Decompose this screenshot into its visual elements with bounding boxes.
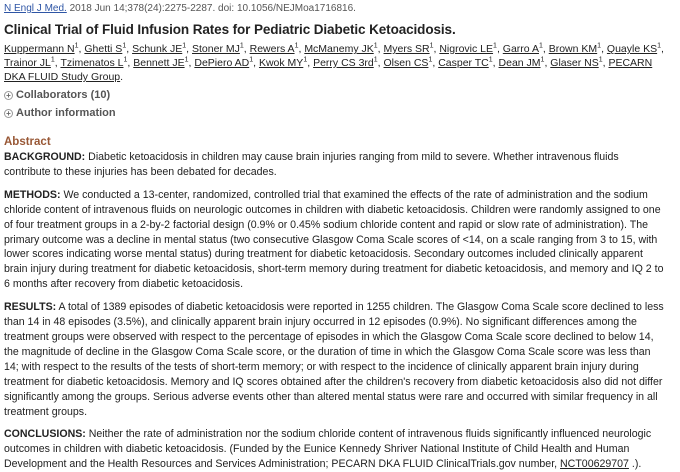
- background-label: BACKGROUND:: [4, 151, 86, 163]
- citation-line: [4, 2, 668, 16]
- affiliation-number: 1: [122, 42, 127, 50]
- author-link[interactable]: Brown KM: [548, 43, 598, 55]
- author-item: [549, 43, 601, 55]
- methods-text: We conducted a 13-center, randomized, controlled trial that examined the effects of the rate of administration and the sodium chloride content of intravenous fluids on neurologic outcomes in children with diabetic ketoacidosis. Children were randomly assigned to one of four treatment groups in a 2-by-2 factorial design (0.9% or 0.45% sodium chloride content and rapid or slow rate of administration). The primary outcome was a decline in mental status (two consecutive Glasgow Coma Scale scores of <14, on a scale ranging from 3 to 15, with lower scores indicating worse mental status) during treatment for diabetic ketoacidosis. Secondary outcomes included clinically apparent brain injury during treatment for diabetic ketoacidosis, short-term memory during treatment for diabetic ketoacidosis, and memory and IQ 2 to 6 months after recovery from diabetic ketoacidosis.: [4, 188, 664, 291]
- author-link[interactable]: Rewers A: [249, 43, 295, 55]
- author-link[interactable]: Olsen CS: [383, 57, 429, 69]
- affiliation-number: 1: [429, 42, 434, 50]
- results-label: RESULTS:: [4, 301, 57, 314]
- author-item: [384, 57, 433, 69]
- author-separator: ,: [602, 57, 609, 69]
- author-item: [304, 43, 377, 55]
- author-item: [499, 57, 545, 69]
- author-separator: ,: [253, 57, 259, 69]
- conclusions-text: Neither the rate of administration nor the sodium chloride content of intravenous fluids significantly influenced neurologic outcomes in children with diabetic ketoacidosis. (Funded by the Eunice Kennedy Shriver National Institute of Child Health and Human Development and the Health Resources and Services Administration; PECARN DKA FLUID ClinicalTrials.gov number,: [4, 428, 652, 471]
- affiliation-number: 1: [598, 56, 603, 64]
- author-link[interactable]: Myers SR: [383, 43, 430, 55]
- author-link[interactable]: Quayle KS: [606, 43, 658, 55]
- author-item: [4, 57, 55, 69]
- author-item: [313, 57, 378, 69]
- collaborators-toggle[interactable]: [4, 88, 668, 103]
- affiliation-number: 1: [182, 42, 187, 50]
- affiliation-number: 1: [540, 56, 545, 64]
- methods-label: METHODS:: [4, 188, 61, 201]
- abstract-methods: [4, 188, 668, 292]
- author-information-toggle[interactable]: [4, 106, 668, 121]
- author-separator: ,: [377, 57, 384, 69]
- expand-plus-icon: +: [4, 109, 13, 118]
- affiliation-number: 1: [123, 56, 128, 64]
- author-item: [4, 43, 79, 55]
- affiliation-number: 1: [50, 56, 55, 64]
- author-separator: ,: [78, 43, 85, 55]
- author-item: [133, 57, 188, 69]
- author-link[interactable]: McManemy JK: [304, 43, 374, 55]
- author-item: [439, 43, 497, 55]
- author-item: [438, 57, 492, 69]
- article-title: Clinical Trial of Fluid Infusion Rates for Pediatric Diabetic Ketoacidosis.: [4, 22, 456, 37]
- author-link[interactable]: Schunk JE: [132, 43, 183, 55]
- author-link[interactable]: Garro A: [502, 43, 539, 55]
- affiliation-number: 1: [538, 42, 543, 50]
- affiliation-number: 1: [428, 56, 433, 64]
- author-link[interactable]: PECARN DKA FLUID Study Group: [4, 57, 653, 83]
- author-separator: ,: [661, 43, 664, 55]
- affiliation-number: 1: [597, 42, 602, 50]
- author-separator: ,: [542, 43, 549, 55]
- author-item: [132, 43, 186, 55]
- author-item: [607, 43, 661, 55]
- collaborators-label: Collaborators (10): [16, 89, 111, 101]
- affiliation-number: 1: [249, 56, 254, 64]
- author-separator: ,: [186, 43, 193, 55]
- author-item: [550, 57, 602, 69]
- author-link[interactable]: Glaser NS: [550, 57, 599, 69]
- affiliation-number: 1: [184, 56, 189, 64]
- author-link[interactable]: Nigrovic LE: [439, 43, 494, 55]
- author-separator: ,: [496, 43, 503, 55]
- results-text: A total of 1389 episodes of diabetic ketoacidosis were reported in 1255 children. The Glasgow Coma Scale score declined to less than 14 in 48 episodes (3.5%), and clinically apparent brain injury occurred in 12 episodes (0.9%). No significant differences among the treatment groups were observed with respect to the percentage of episodes in which the Glasgow Coma Scale score declined to below 14, the magnitude of decline in the Glasgow Coma Scale score, or the duration of time in which the Glasgow Coma Scale score was less than 14; with respect to the results of the tests of short-term memory; or with respect to the incidence of clinically apparent brain injury during treatment for diabetic ketoacidosis. Memory and IQ scores obtained after the children's recovery from diabetic ketoacidosis also did not differ significantly among the groups. Serious adverse events other than altered mental status were rare and occurred with similar frequency in all treatment groups.: [4, 301, 664, 418]
- author-link[interactable]: Perry CS 3rd: [313, 57, 374, 69]
- citation-details: 2018 Jun 14;378(24):2275-2287. doi: 10.1056/NEJMoa1716816.: [66, 3, 356, 14]
- affiliation-number: 1: [74, 42, 79, 50]
- journal-link[interactable]: N Engl J Med.: [4, 3, 67, 14]
- affiliation-number: 1: [373, 56, 378, 64]
- author-separator: ,: [492, 57, 499, 69]
- author-separator: ,: [188, 57, 195, 69]
- author-item: [192, 43, 244, 55]
- author-link[interactable]: Bennett JE: [133, 57, 185, 69]
- conclusions-label: CONCLUSIONS:: [4, 428, 86, 441]
- author-separator: ,: [432, 57, 439, 69]
- author-link[interactable]: Trainor JL: [4, 57, 51, 69]
- author-separator: ,: [54, 57, 61, 69]
- background-text: Diabetic ketoacidosis in children may cause brain injuries ranging from mild to severe. Whether intravenous fluids contribute to these injuries has been debated for decades.: [4, 151, 619, 178]
- author-link[interactable]: Kwok MY: [258, 57, 304, 69]
- author-link[interactable]: Stoner MJ: [192, 43, 240, 55]
- author-item: [194, 57, 253, 69]
- affiliation-number: 1: [239, 42, 244, 50]
- affiliation-number: 1: [303, 56, 308, 64]
- expand-plus-icon: +: [4, 91, 13, 100]
- author-item: [250, 43, 299, 55]
- author-separator: ,: [126, 43, 133, 55]
- author-item: [60, 57, 127, 69]
- author-separator: ,: [298, 43, 305, 55]
- affiliation-number: 1: [294, 42, 299, 50]
- author-separator: ,: [377, 43, 384, 55]
- author-information-label: Author information: [16, 107, 116, 119]
- author-link[interactable]: DePiero AD: [194, 57, 250, 69]
- author-item: [84, 43, 126, 55]
- affiliation-number: 1: [488, 56, 493, 64]
- affiliation-number: 1: [657, 42, 662, 50]
- conclusions-tail: .).: [628, 458, 642, 471]
- author-separator: ,: [544, 57, 551, 69]
- author-link[interactable]: Tzimenatos L: [60, 57, 124, 69]
- author-link[interactable]: Kuppermann N: [4, 43, 75, 55]
- abstract-conclusions: [4, 427, 668, 472]
- author-item: [384, 43, 434, 55]
- author-separator: ,: [127, 57, 134, 69]
- abstract-background: [4, 150, 668, 180]
- abstract-section: [4, 135, 668, 472]
- author-item: [259, 57, 307, 69]
- author-separator: ,: [307, 57, 314, 69]
- clinicaltrials-link[interactable]: NCT00629707: [560, 458, 629, 471]
- author-separator: ,: [433, 43, 440, 55]
- author-link[interactable]: Casper TC: [438, 57, 489, 69]
- author-separator: ,: [601, 43, 607, 55]
- author-link[interactable]: Ghetti S: [84, 43, 123, 55]
- abstract-heading: Abstract: [4, 136, 51, 148]
- author-list: Kuppermann $N^1$, Ghetti $S^1$, Schunk $JE^1$, Stoner $MJ^1$, Rewers $A^1$, McManemy $JK^1$, Myers $SR^1$, Nigrovic $LE^1$, Garro $A^1$, Brown $KM^1$, Quayle $KS^1$, Trainor $JL^1$, Tzimenatos $L^1$, Bennett $JE^1$, DePiero $AD^1$, Kwok $MY^1$, Perry CS $3rd^1$, Olsen $CS^1$, Casper $TC^1$, Dean $JM^1$, Glaser $NS^1$, PECARN DKA FLUID Study Group.: [4, 42, 664, 83]
- author-item: [503, 43, 543, 55]
- author-separator: ,: [243, 43, 250, 55]
- affiliation-number: 1: [493, 42, 497, 50]
- author-link[interactable]: Dean JM: [498, 57, 541, 69]
- affiliation-number: 1: [373, 42, 378, 50]
- abstract-results: [4, 300, 668, 419]
